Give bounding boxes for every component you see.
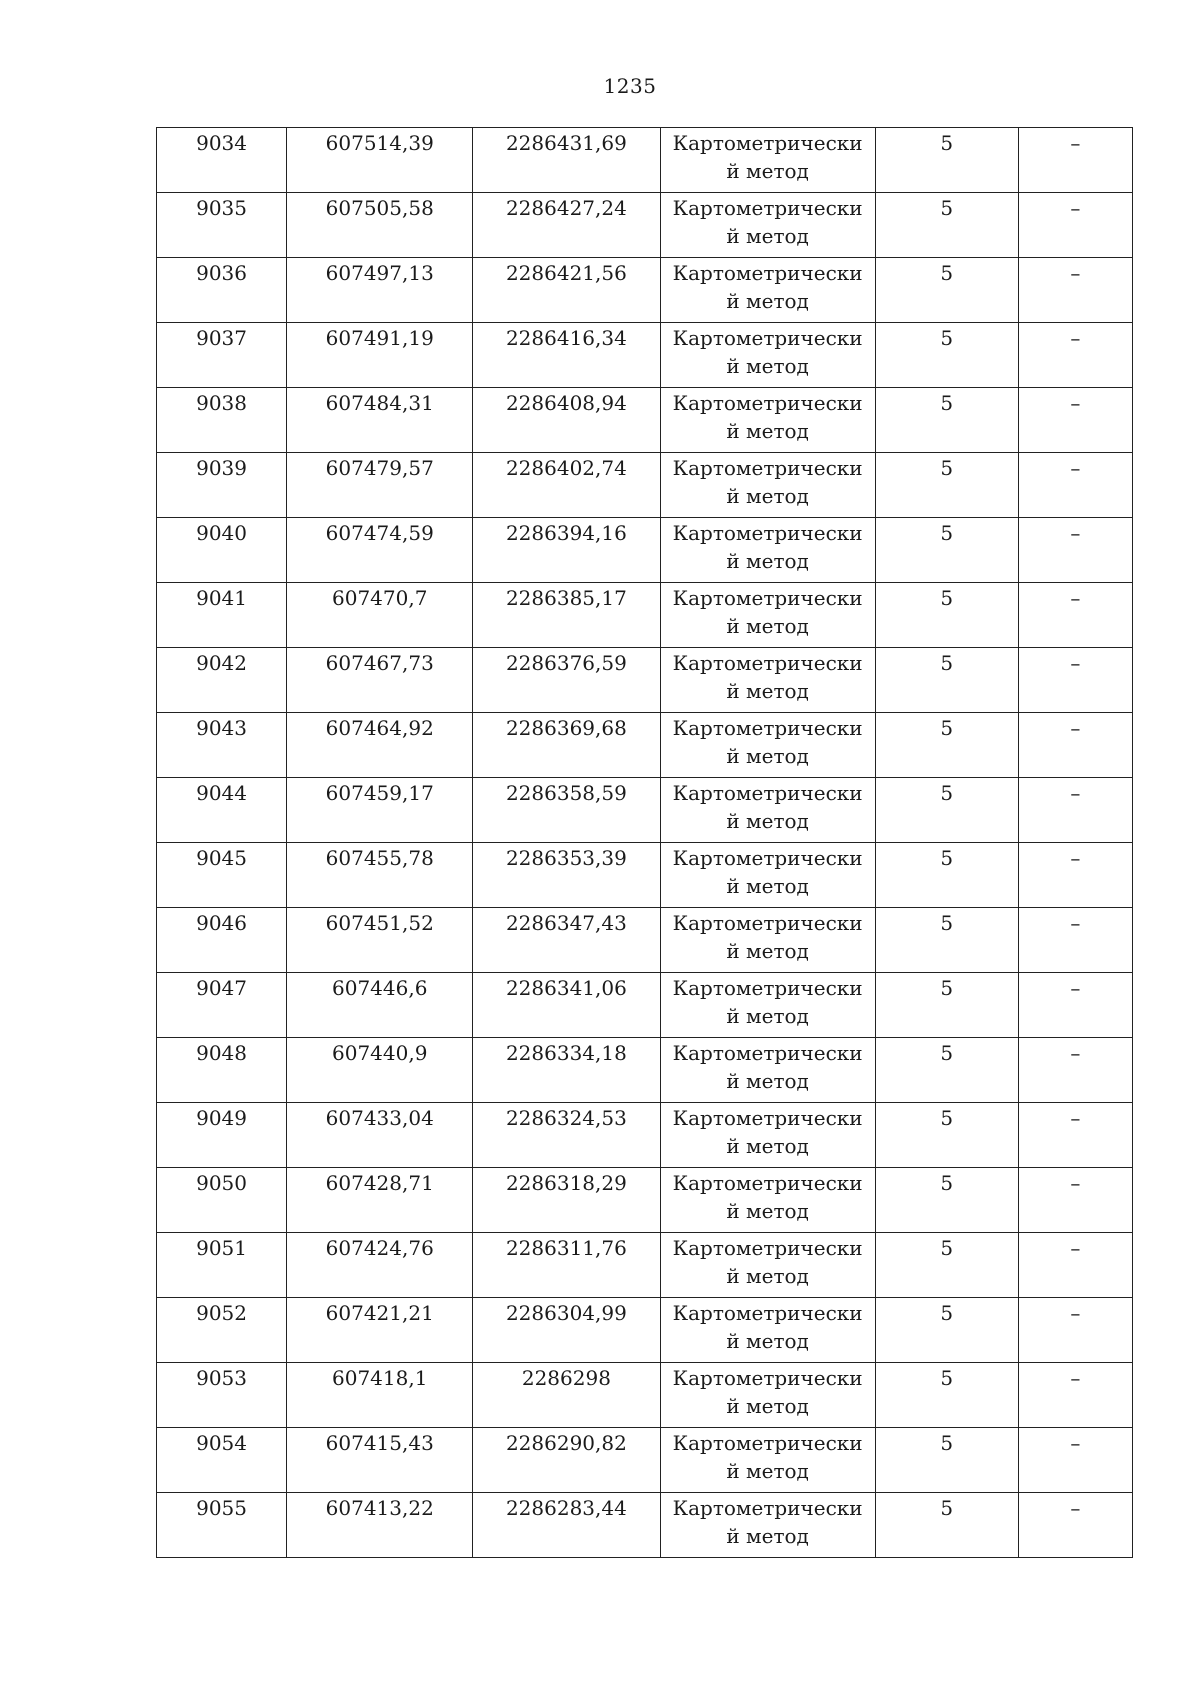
point-number-cell: 9042	[157, 648, 287, 713]
method-line-2: й метод	[726, 1459, 809, 1483]
method-line-1: Картометрически	[672, 521, 863, 545]
accuracy-cell: 5	[875, 583, 1018, 648]
method-line-1: Картометрически	[672, 1041, 863, 1065]
accuracy-cell: 5	[875, 843, 1018, 908]
y-coordinate-cell: 2286318,29	[473, 1168, 660, 1233]
point-number-cell: 9037	[157, 323, 287, 388]
table-row	[157, 193, 1133, 258]
note-cell: –	[1018, 1233, 1132, 1298]
table-row	[157, 1168, 1133, 1233]
note-cell: –	[1018, 1363, 1132, 1428]
note-cell: –	[1018, 388, 1132, 453]
accuracy-cell: 5	[875, 1168, 1018, 1233]
accuracy-cell: 5	[875, 973, 1018, 1038]
method-line-2: й метод	[726, 1329, 809, 1353]
page-number: 1235	[603, 74, 657, 98]
method-line-1: Картометрически	[672, 456, 863, 480]
table-row	[157, 453, 1133, 518]
note-cell: –	[1018, 778, 1132, 843]
method-line-2: й метод	[726, 1264, 809, 1288]
method-cell	[660, 1233, 875, 1298]
accuracy-cell: 5	[875, 258, 1018, 323]
method-line-2: й метод	[726, 614, 809, 638]
x-coordinate-cell: 607505,58	[287, 193, 473, 258]
point-number-cell: 9034	[157, 128, 287, 193]
y-coordinate-cell: 2286369,68	[473, 713, 660, 778]
y-coordinate-cell: 2286385,17	[473, 583, 660, 648]
note-cell: –	[1018, 1493, 1132, 1558]
method-cell	[660, 908, 875, 973]
note-cell: –	[1018, 518, 1132, 583]
note-cell: –	[1018, 193, 1132, 258]
y-coordinate-cell: 2286353,39	[473, 843, 660, 908]
point-number-cell: 9046	[157, 908, 287, 973]
method-cell	[660, 1493, 875, 1558]
method-cell	[660, 973, 875, 1038]
table-row	[157, 1103, 1133, 1168]
y-coordinate-cell: 2286324,53	[473, 1103, 660, 1168]
x-coordinate-cell: 607470,7	[287, 583, 473, 648]
point-number-cell: 9043	[157, 713, 287, 778]
method-line-2: й метод	[726, 549, 809, 573]
note-cell: –	[1018, 1168, 1132, 1233]
x-coordinate-cell: 607479,57	[287, 453, 473, 518]
point-number-cell: 9054	[157, 1428, 287, 1493]
method-cell	[660, 583, 875, 648]
point-number-cell: 9050	[157, 1168, 287, 1233]
method-line-1: Картометрически	[672, 781, 863, 805]
note-cell: –	[1018, 583, 1132, 648]
x-coordinate-cell: 607440,9	[287, 1038, 473, 1103]
y-coordinate-cell: 2286421,56	[473, 258, 660, 323]
method-line-1: Картометрически	[672, 1366, 863, 1390]
table-row	[157, 1493, 1133, 1558]
method-cell	[660, 518, 875, 583]
point-number-cell: 9051	[157, 1233, 287, 1298]
y-coordinate-cell: 2286427,24	[473, 193, 660, 258]
note-cell: –	[1018, 323, 1132, 388]
method-line-2: й метод	[726, 744, 809, 768]
method-line-1: Картометрически	[672, 911, 863, 935]
method-cell	[660, 1363, 875, 1428]
x-coordinate-cell: 607514,39	[287, 128, 473, 193]
method-line-2: й метод	[726, 1004, 809, 1028]
method-line-2: й метод	[726, 1069, 809, 1093]
table-body	[157, 128, 1133, 1558]
accuracy-cell: 5	[875, 128, 1018, 193]
accuracy-cell: 5	[875, 1363, 1018, 1428]
method-cell	[660, 388, 875, 453]
x-coordinate-cell: 607451,52	[287, 908, 473, 973]
note-cell: –	[1018, 1428, 1132, 1493]
accuracy-cell: 5	[875, 1038, 1018, 1103]
y-coordinate-cell: 2286290,82	[473, 1428, 660, 1493]
point-number-cell: 9048	[157, 1038, 287, 1103]
method-cell	[660, 713, 875, 778]
y-coordinate-cell: 2286304,99	[473, 1298, 660, 1363]
method-cell	[660, 843, 875, 908]
method-line-1: Картометрически	[672, 196, 863, 220]
method-cell	[660, 1168, 875, 1233]
point-number-cell: 9049	[157, 1103, 287, 1168]
accuracy-cell: 5	[875, 1233, 1018, 1298]
y-coordinate-cell: 2286416,34	[473, 323, 660, 388]
method-line-2: й метод	[726, 1199, 809, 1223]
method-line-2: й метод	[726, 224, 809, 248]
point-number-cell: 9038	[157, 388, 287, 453]
note-cell: –	[1018, 843, 1132, 908]
note-cell: –	[1018, 1038, 1132, 1103]
point-number-cell: 9044	[157, 778, 287, 843]
method-cell	[660, 453, 875, 518]
y-coordinate-cell: 2286311,76	[473, 1233, 660, 1298]
accuracy-cell: 5	[875, 1493, 1018, 1558]
x-coordinate-cell: 607474,59	[287, 518, 473, 583]
method-line-2: й метод	[726, 159, 809, 183]
method-line-1: Картометрически	[672, 326, 863, 350]
point-number-cell: 9047	[157, 973, 287, 1038]
table-row	[157, 1038, 1133, 1103]
method-line-2: й метод	[726, 809, 809, 833]
point-number-cell: 9035	[157, 193, 287, 258]
table-row	[157, 973, 1133, 1038]
table-row	[157, 583, 1133, 648]
point-number-cell: 9041	[157, 583, 287, 648]
method-cell	[660, 778, 875, 843]
x-coordinate-cell: 607455,78	[287, 843, 473, 908]
table-row	[157, 1298, 1133, 1363]
x-coordinate-cell: 607459,17	[287, 778, 473, 843]
accuracy-cell: 5	[875, 518, 1018, 583]
table-row	[157, 843, 1133, 908]
note-cell: –	[1018, 258, 1132, 323]
method-line-2: й метод	[726, 419, 809, 443]
method-line-1: Картометрически	[672, 976, 863, 1000]
method-line-2: й метод	[726, 484, 809, 508]
method-cell	[660, 193, 875, 258]
note-cell: –	[1018, 1103, 1132, 1168]
method-line-2: й метод	[726, 289, 809, 313]
x-coordinate-cell: 607413,22	[287, 1493, 473, 1558]
method-line-2: й метод	[726, 354, 809, 378]
method-line-1: Картометрически	[672, 846, 863, 870]
method-cell	[660, 128, 875, 193]
method-line-1: Картометрически	[672, 391, 863, 415]
y-coordinate-cell: 2286376,59	[473, 648, 660, 713]
accuracy-cell: 5	[875, 648, 1018, 713]
y-coordinate-cell: 2286298	[473, 1363, 660, 1428]
point-number-cell: 9039	[157, 453, 287, 518]
y-coordinate-cell: 2286283,44	[473, 1493, 660, 1558]
accuracy-cell: 5	[875, 323, 1018, 388]
point-number-cell: 9040	[157, 518, 287, 583]
point-number-cell: 9055	[157, 1493, 287, 1558]
table-row	[157, 518, 1133, 583]
method-cell	[660, 258, 875, 323]
y-coordinate-cell: 2286341,06	[473, 973, 660, 1038]
x-coordinate-cell: 607464,92	[287, 713, 473, 778]
method-line-1: Картометрически	[672, 1301, 863, 1325]
x-coordinate-cell: 607491,19	[287, 323, 473, 388]
table-row	[157, 778, 1133, 843]
accuracy-cell: 5	[875, 1428, 1018, 1493]
x-coordinate-cell: 607428,71	[287, 1168, 473, 1233]
method-cell	[660, 1038, 875, 1103]
method-cell	[660, 323, 875, 388]
accuracy-cell: 5	[875, 1298, 1018, 1363]
table-row	[157, 258, 1133, 323]
method-cell	[660, 1428, 875, 1493]
x-coordinate-cell: 607424,76	[287, 1233, 473, 1298]
accuracy-cell: 5	[875, 193, 1018, 258]
note-cell: –	[1018, 973, 1132, 1038]
table-row	[157, 648, 1133, 713]
x-coordinate-cell: 607433,04	[287, 1103, 473, 1168]
method-line-2: й метод	[726, 939, 809, 963]
x-coordinate-cell: 607484,31	[287, 388, 473, 453]
point-number-cell: 9053	[157, 1363, 287, 1428]
note-cell: –	[1018, 713, 1132, 778]
method-line-2: й метод	[726, 874, 809, 898]
y-coordinate-cell: 2286402,74	[473, 453, 660, 518]
method-line-1: Картометрически	[672, 1171, 863, 1195]
y-coordinate-cell: 2286431,69	[473, 128, 660, 193]
x-coordinate-cell: 607497,13	[287, 258, 473, 323]
x-coordinate-cell: 607418,1	[287, 1363, 473, 1428]
accuracy-cell: 5	[875, 713, 1018, 778]
method-line-1: Картометрически	[672, 131, 863, 155]
table-row	[157, 323, 1133, 388]
method-line-1: Картометрически	[672, 1236, 863, 1260]
y-coordinate-cell: 2286334,18	[473, 1038, 660, 1103]
method-line-1: Картометрически	[672, 586, 863, 610]
method-line-1: Картометрически	[672, 1496, 863, 1520]
method-cell	[660, 1103, 875, 1168]
method-line-1: Картометрически	[672, 1431, 863, 1455]
x-coordinate-cell: 607421,21	[287, 1298, 473, 1363]
note-cell: –	[1018, 648, 1132, 713]
point-number-cell: 9045	[157, 843, 287, 908]
x-coordinate-cell: 607415,43	[287, 1428, 473, 1493]
accuracy-cell: 5	[875, 1103, 1018, 1168]
point-number-cell: 9036	[157, 258, 287, 323]
point-number-cell: 9052	[157, 1298, 287, 1363]
y-coordinate-cell: 2286358,59	[473, 778, 660, 843]
method-line-1: Картометрически	[672, 1106, 863, 1130]
table-row	[157, 1363, 1133, 1428]
coordinates-table	[156, 127, 1133, 1558]
table-row	[157, 908, 1133, 973]
table-row	[157, 713, 1133, 778]
note-cell: –	[1018, 128, 1132, 193]
method-line-1: Картометрически	[672, 716, 863, 740]
table-row	[157, 1428, 1133, 1493]
method-line-1: Картометрически	[672, 261, 863, 285]
accuracy-cell: 5	[875, 388, 1018, 453]
table-row	[157, 388, 1133, 453]
x-coordinate-cell: 607467,73	[287, 648, 473, 713]
method-cell	[660, 1298, 875, 1363]
y-coordinate-cell: 2286394,16	[473, 518, 660, 583]
note-cell: –	[1018, 453, 1132, 518]
method-cell	[660, 648, 875, 713]
note-cell: –	[1018, 908, 1132, 973]
table-row	[157, 128, 1133, 193]
y-coordinate-cell: 2286347,43	[473, 908, 660, 973]
method-line-2: й метод	[726, 679, 809, 703]
method-line-2: й метод	[726, 1134, 809, 1158]
y-coordinate-cell: 2286408,94	[473, 388, 660, 453]
accuracy-cell: 5	[875, 908, 1018, 973]
accuracy-cell: 5	[875, 453, 1018, 518]
table-row	[157, 1233, 1133, 1298]
method-line-2: й метод	[726, 1524, 809, 1548]
x-coordinate-cell: 607446,6	[287, 973, 473, 1038]
note-cell: –	[1018, 1298, 1132, 1363]
method-line-2: й метод	[726, 1394, 809, 1418]
accuracy-cell: 5	[875, 778, 1018, 843]
method-line-1: Картометрически	[672, 651, 863, 675]
